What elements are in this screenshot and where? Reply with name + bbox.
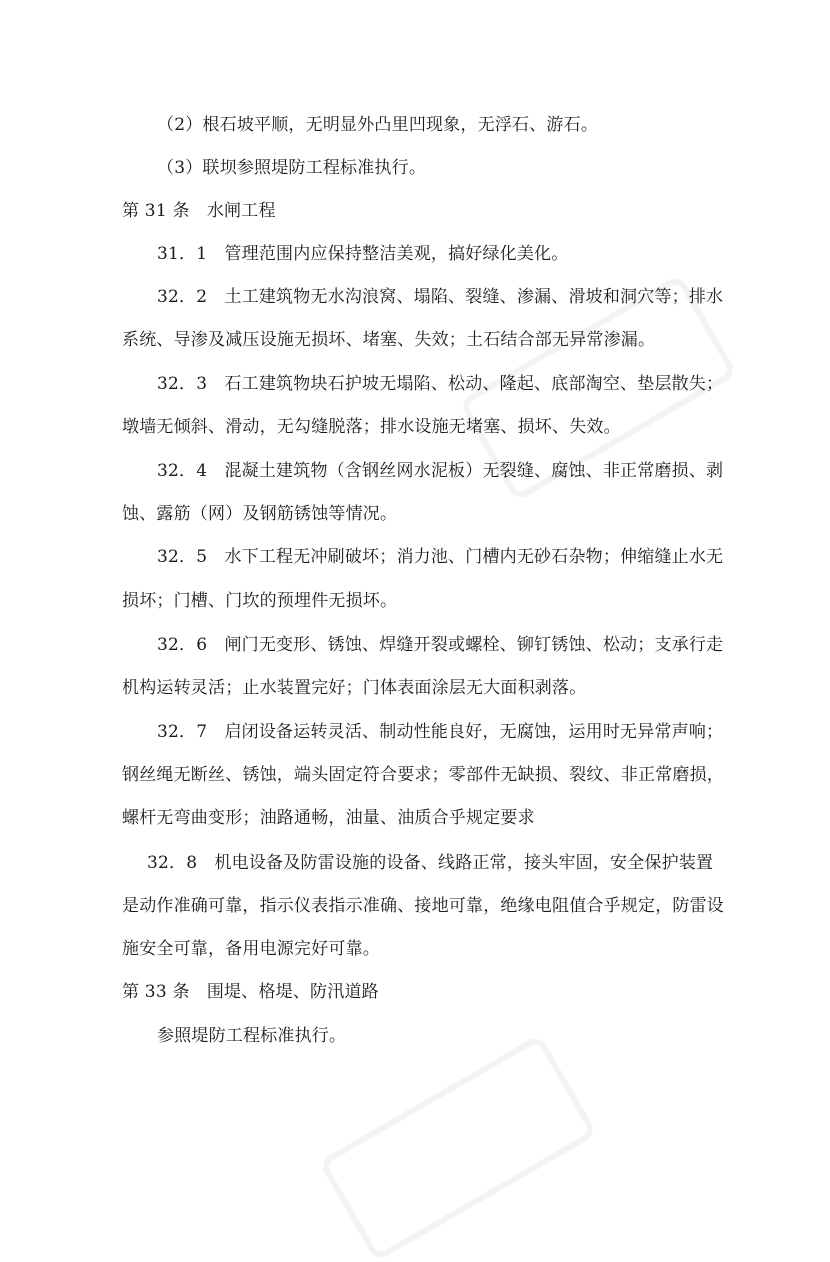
paragraph-line: 墩墙无倾斜、滑动，无勾缝脱落；排水设施无堵塞、损坏、失效。 [122,417,621,437]
paragraph-line: 32．6 闸门无变形、锈蚀、焊缝开裂或螺栓、铆钉锈蚀、松动；支承行走 [157,635,724,655]
article-heading: 第 31 条 水闸工程 [122,201,276,221]
paragraph-line: 31．1 管理范围内应保持整洁美观，搞好绿化美化。 [157,244,569,264]
paragraph-line: 系统、导渗及减压设施无损坏、堵塞、失效；土石结合部无异常渗漏。 [122,330,656,350]
paragraph-line: 32．7 启闭设备运转灵活、制动性能良好，无腐蚀，运用时无异常声响； [157,722,724,742]
paragraph-line: 32．4 混凝土建筑物（含钢丝网水泥板）无裂缝、腐蚀、非正常磨损、剥 [157,461,724,481]
paragraph-line: 损坏；门槽、门坎的预埋件无损坏。 [122,591,398,611]
paragraph-line: 施安全可靠，备用电源完好可靠。 [122,939,380,959]
paragraph-line: 32．8 机电设备及防雷设施的设备、线路正常，接头牢固，安全保护装置 [147,853,714,873]
paragraph-line: 螺杆无弯曲变形；油路通畅，油量、油质合乎规定要求 [122,808,535,828]
watermark [318,1034,598,1262]
paragraph-line: 32．2 土工建筑物无水沟浪窝、塌陷、裂缝、渗漏、滑坡和洞穴等；排水 [157,287,724,307]
article-heading: 第 33 条 围堤、格堤、防汛道路 [122,982,379,1002]
paragraph-line: 机构运转灵活；止水装置完好；门体表面涂层无大面积剥落。 [122,678,587,698]
paragraph-line: 是动作准确可靠，指示仪表指示准确、接地可靠，绝缘电阻值合乎规定，防雷设 [122,896,724,916]
paragraph-line: 钢丝绳无断丝、锈蚀，端头固定符合要求；零部件无缺损、裂纹、非正常磨损， [122,765,724,785]
paragraph-line: 参照堤防工程标准执行。 [157,1026,347,1046]
paragraph-line: 32．3 石工建筑物块石护坡无塌陷、松动、隆起、底部淘空、垫层散失； [157,374,724,394]
paragraph-line: （3）联坝参照堤防工程标准执行。 [157,158,427,178]
paragraph-line: 32．5 水下工程无冲刷破坏；消力池、门槽内无砂石杂物；伸缩缝止水无 [157,547,724,567]
paragraph-line: （2）根石坡平顺，无明显外凸里凹现象，无浮石、游石。 [157,115,599,135]
paragraph-line: 蚀、露筋（网）及钢筋锈蚀等情况。 [122,504,398,524]
